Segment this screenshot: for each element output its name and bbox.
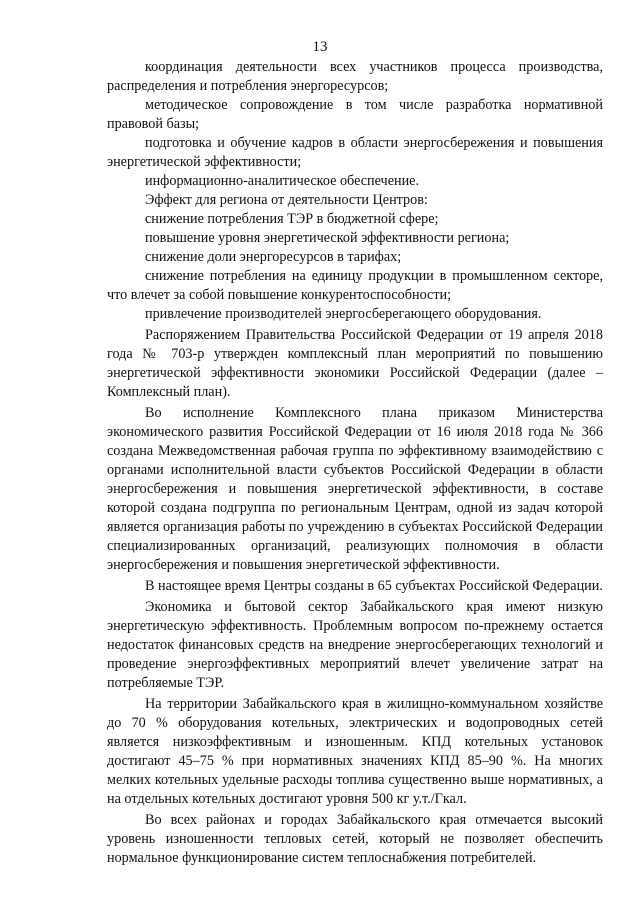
paragraph: Экономика и бытовой сектор Забайкальского края имеют низкую энергетическую эффективность. Проблемным вопросом по-прежнему остается недостаток финансовых средств на внедрение энергосберегающих технологий и проведение энергоэффективных мероприятий влечет увеличение затрат на потребляемые ТЭР.: [107, 599, 603, 691]
paragraph: Эффект для региона от деятельности Центров:: [145, 192, 428, 208]
page-number: 13: [312, 39, 328, 55]
paragraph: привлечение производителей энергосберегающего оборудования.: [145, 306, 542, 322]
paragraph: Во всех районах и городах Забайкальского края отмечается высокий уровень изношенности тепловых сетей, который не позволяет обеспечить нормальное функционирование систем теплоснабжения потребителей.: [107, 812, 603, 866]
paragraph: В настоящее время Центры созданы в 65 субъектах Российской Федерации.: [145, 578, 603, 594]
paragraph: координация деятельности всех участников процесса производства, распределения и потребления энергоресурсов;: [107, 59, 603, 94]
paragraph: подготовка и обучение кадров в области энергосбережения и повышения энергетической эффективности;: [107, 135, 603, 170]
paragraph: повышение уровня энергетической эффективности региона;: [145, 230, 510, 246]
paragraph: снижение доли энергоресурсов в тарифах;: [145, 249, 402, 265]
paragraph: снижение потребления на единицу продукции в промышленном секторе, что влечет за собой повышение конкурентоспособности;: [107, 268, 603, 303]
paragraph: Распоряжением Правительства Российской Федерации от 19 апреля 2018 года № 703-р утвержден комплексный план мероприятий по повышению энергетической эффективности экономики Российской Федерации (далее – Комплексный план).: [107, 327, 603, 400]
paragraph: Во исполнение Комплексного плана приказом Министерства экономического развития Российской Федерации от 16 июля 2018 года № 366 создана Межведомственная рабочая группа по эффективному взаимодействию с органами исполнительной власти субъектов Российской Федерации в области энергосбережения и повышения энергетической эффективности, в составе которой создана подгруппа по региональным Центрам, одной из задач которой является организация работы по учреждению в субъектах Российской Федерации специализированных организаций, реализующих полномочия в области энергосбережения и повышения энергетической эффективности.: [107, 405, 603, 573]
paragraph: информационно-аналитическое обеспечение.: [145, 173, 420, 189]
paragraph: методическое сопровождение в том числе разработка нормативной правовой базы;: [107, 97, 603, 132]
paragraph: На территории Забайкальского края в жилищно-коммунальном хозяйстве до 70 % оборудования котельных, электрических и водопроводных сетей является низкоэффективным и изношенным. КПД котельных установок достигают 45–75 % при нормативных значениях КПД 85–90 %. На многих мелких котельных удельные расходы топлива существенно выше нормативных, а на отдельных котельных достигают уровня 500 кг у.т./Гкал.: [107, 696, 603, 807]
body-text: [107, 58, 603, 868]
paragraph: снижение потребления ТЭР в бюджетной сфере;: [145, 211, 439, 227]
